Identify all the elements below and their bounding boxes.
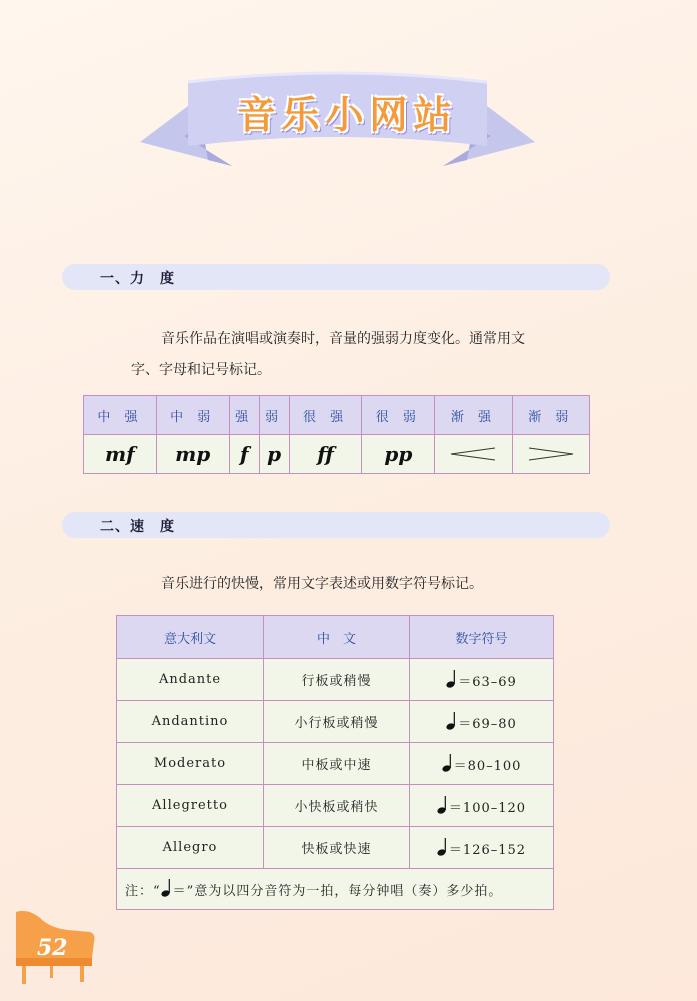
italian-term: Andante xyxy=(117,659,264,701)
table-header-row xyxy=(84,396,590,435)
decrescendo-icon xyxy=(527,447,575,461)
table-row xyxy=(117,701,554,743)
section-header-dynamics xyxy=(62,264,610,290)
quarter-note-icon xyxy=(161,879,171,897)
metronome-cell xyxy=(410,659,554,701)
dynamics-paragraph-line2: 字、字母和记号标记。 xyxy=(131,362,271,378)
note-suffix: ”意为以四分音符为一拍，每分钟唱（奏）多少拍。 xyxy=(186,884,503,899)
chinese-term: 行板或稍慢 xyxy=(264,659,410,701)
quarter-note-icon xyxy=(437,796,447,814)
header-cell: 渐 弱 xyxy=(512,396,589,435)
italian-term: Allegro xyxy=(117,827,264,869)
chinese-term: 中板或中速 xyxy=(264,743,410,785)
quarter-note-icon xyxy=(442,754,452,772)
header-cell: 渐 强 xyxy=(435,396,512,435)
tempo-table xyxy=(116,615,554,910)
metronome-value: ＝80–100 xyxy=(453,758,522,774)
chinese-term: 小行板或稍慢 xyxy=(264,701,410,743)
header-cell: 数字符号 xyxy=(410,616,554,659)
metronome-cell xyxy=(410,785,554,827)
italian-term: Allegretto xyxy=(117,785,264,827)
italian-term: Andantino xyxy=(117,701,264,743)
note-equals: ＝ xyxy=(172,884,187,899)
metronome-cell xyxy=(410,743,554,785)
metronome-value: ＝100–120 xyxy=(448,800,527,816)
quarter-note-icon xyxy=(446,670,456,688)
header-cell: 很 强 xyxy=(289,396,362,435)
table-row xyxy=(117,785,554,827)
table-row xyxy=(117,743,554,785)
section-heading: 二、速 度 xyxy=(100,519,175,535)
chinese-term: 快板或快速 xyxy=(264,827,410,869)
header-cell: 中 弱 xyxy=(156,396,229,435)
metronome-value: ＝126–152 xyxy=(448,842,527,858)
metronome-value: ＝69–80 xyxy=(458,716,517,732)
table-note xyxy=(117,869,554,910)
header-cell: 意大利文 xyxy=(117,616,264,659)
crescendo-icon xyxy=(449,447,497,461)
metronome-cell xyxy=(410,701,554,743)
dynamics-table xyxy=(83,395,590,474)
symbol-cell: ff xyxy=(289,435,362,474)
italian-term: Moderato xyxy=(117,743,264,785)
banner-title: 音乐小网站 xyxy=(237,93,458,137)
symbol-cell: mf xyxy=(84,435,157,474)
symbol-cell: mp xyxy=(156,435,229,474)
table-row xyxy=(117,659,554,701)
header-cell: 很 弱 xyxy=(362,396,435,435)
table-header-row xyxy=(117,616,554,659)
header-cell: 弱 xyxy=(259,396,289,435)
header-cell: 中 文 xyxy=(264,616,410,659)
dynamics-paragraph-line1: 音乐作品在演唱或演奏时，音量的强弱力度变化。通常用文 xyxy=(161,331,525,347)
note-prefix: 注：“ xyxy=(125,884,161,899)
symbol-cell: p xyxy=(259,435,289,474)
page-number: 52 xyxy=(37,935,68,961)
table-row xyxy=(117,827,554,869)
chinese-term: 小快板或稍快 xyxy=(264,785,410,827)
table-symbol-row xyxy=(84,435,590,474)
symbol-cell: pp xyxy=(362,435,435,474)
symbol-cell: f xyxy=(229,435,259,474)
header-cell: 强 xyxy=(229,396,259,435)
quarter-note-icon xyxy=(446,712,456,730)
section-header-tempo xyxy=(62,512,610,538)
table-note-row xyxy=(117,869,554,910)
metronome-cell xyxy=(410,827,554,869)
tempo-paragraph: 音乐进行的快慢，常用文字表述或用数字符号标记。 xyxy=(161,576,483,592)
metronome-value: ＝63–69 xyxy=(458,674,517,690)
quarter-note-icon xyxy=(437,838,447,856)
header-cell: 中 强 xyxy=(84,396,157,435)
symbol-cell xyxy=(435,435,512,474)
section-heading: 一、力 度 xyxy=(100,271,175,287)
symbol-cell xyxy=(512,435,589,474)
